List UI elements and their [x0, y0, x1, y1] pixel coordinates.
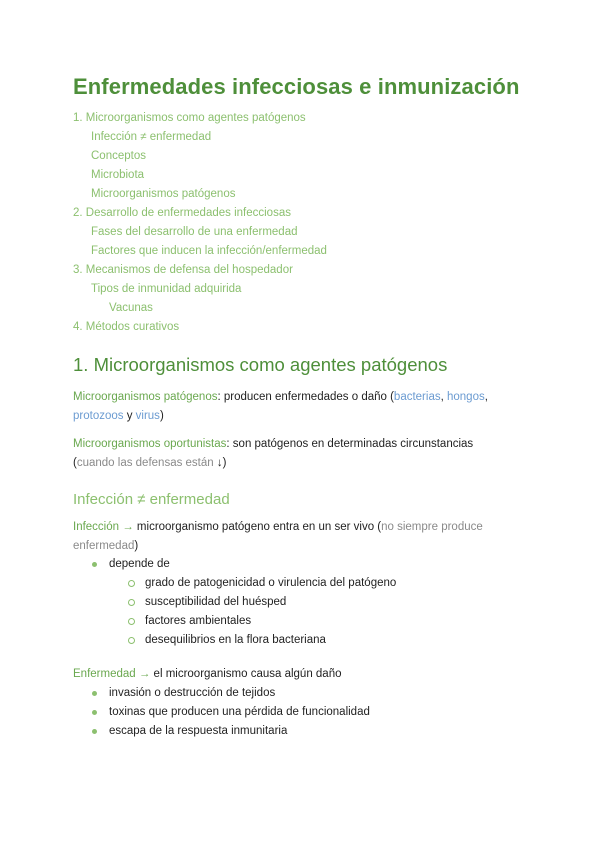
section-heading: 1. Microorganismos como agentes patógenos — [73, 354, 448, 375]
circle-bullet-icon — [128, 580, 135, 587]
table-of-contents — [73, 109, 327, 337]
list-item — [73, 631, 396, 650]
conjunction: y — [123, 410, 136, 422]
toc-item[interactable]: Fases del desarrollo de una enfermedad — [91, 226, 298, 238]
subsection-heading: Infección ≠ enfermedad — [73, 491, 230, 508]
toc-item[interactable]: Conceptos — [91, 150, 146, 162]
bullet-icon — [92, 729, 97, 734]
list-item — [73, 555, 396, 574]
down-arrow-icon: ↓ — [216, 457, 223, 469]
note: cuando las defensas están — [76, 457, 217, 469]
bullet-icon — [92, 562, 97, 567]
list-item-text: desequilibrios en la flora bacteriana — [145, 634, 326, 646]
toc-item[interactable]: Factores que inducen la infección/enfermedad — [91, 245, 327, 257]
list-item — [73, 574, 396, 593]
close-paren: ) — [159, 410, 164, 422]
list-item-text: factores ambientales — [145, 615, 252, 627]
circle-bullet-icon — [128, 637, 135, 644]
document-title: Enfermedades infecciosas e inmunización — [73, 74, 520, 99]
list-item — [73, 593, 396, 612]
toc-item[interactable]: 4. Métodos curativos — [73, 321, 180, 333]
pathogens-paragraph — [73, 388, 513, 426]
circle-bullet-icon — [128, 618, 135, 625]
toc-item[interactable]: 2. Desarrollo de enfermedades infecciosas — [73, 207, 291, 219]
infection-bullets — [73, 555, 396, 650]
close-paren: ) — [134, 540, 139, 552]
note: enfermedad — [73, 540, 135, 552]
opportunists-paragraph — [73, 435, 513, 473]
list-item — [73, 722, 370, 741]
separator: , — [484, 391, 488, 403]
link-hongos[interactable]: hongos — [446, 391, 485, 403]
toc-item[interactable]: Microorganismos patógenos — [91, 188, 236, 200]
disease-paragraph — [73, 665, 513, 684]
bullet-icon — [92, 691, 97, 696]
text: : producen enfermedades o daño ( — [217, 391, 394, 403]
text: el microorganismo causa algún daño — [150, 668, 342, 680]
close-paren: ) — [222, 457, 227, 469]
list-item-text: depende de — [109, 558, 170, 570]
open-paren: ( — [73, 457, 77, 469]
bullet-icon — [92, 710, 97, 715]
list-item — [73, 612, 396, 631]
separator: , — [440, 391, 447, 403]
term: Microorganismos oportunistas — [73, 438, 227, 450]
note: no siempre produce — [381, 521, 483, 533]
toc-item[interactable]: 1. Microorganismos como agentes patógenos — [73, 112, 306, 124]
toc-item[interactable]: Infección ≠ enfermedad — [91, 131, 212, 143]
infection-paragraph — [73, 518, 513, 556]
list-item-text: grado de patogenicidad o virulencia del patógeno — [145, 577, 397, 589]
toc-item[interactable]: Vacunas — [109, 302, 153, 314]
term: Enfermedad → — [73, 668, 151, 680]
circle-bullet-icon — [128, 599, 135, 606]
term: Microorganismos patógenos — [73, 391, 218, 403]
list-item-text: susceptibilidad del huésped — [145, 596, 287, 608]
link-protozoos[interactable]: protozoos — [73, 410, 124, 422]
toc-item[interactable]: Microbiota — [91, 169, 145, 181]
text: : son patógenos en determinadas circunstancias — [226, 438, 474, 450]
disease-bullets — [73, 684, 370, 741]
list-item — [73, 684, 370, 703]
list-item-text: invasión o destrucción de tejidos — [109, 687, 276, 699]
list-item-text: toxinas que producen una pérdida de funcionalidad — [109, 706, 370, 718]
text: microorganismo patógeno entra en un ser vivo ( — [133, 521, 382, 533]
link-virus[interactable]: virus — [135, 410, 160, 422]
link-bacterias[interactable]: bacterias — [393, 391, 441, 403]
list-item-text: escapa de la respuesta inmunitaria — [109, 725, 288, 737]
list-item — [73, 703, 370, 722]
toc-item[interactable]: Tipos de inmunidad adquirida — [91, 283, 242, 295]
sub-list — [73, 574, 396, 650]
term: Infección → — [73, 521, 134, 533]
toc-item[interactable]: 3. Mecanismos de defensa del hospedador — [73, 264, 293, 276]
